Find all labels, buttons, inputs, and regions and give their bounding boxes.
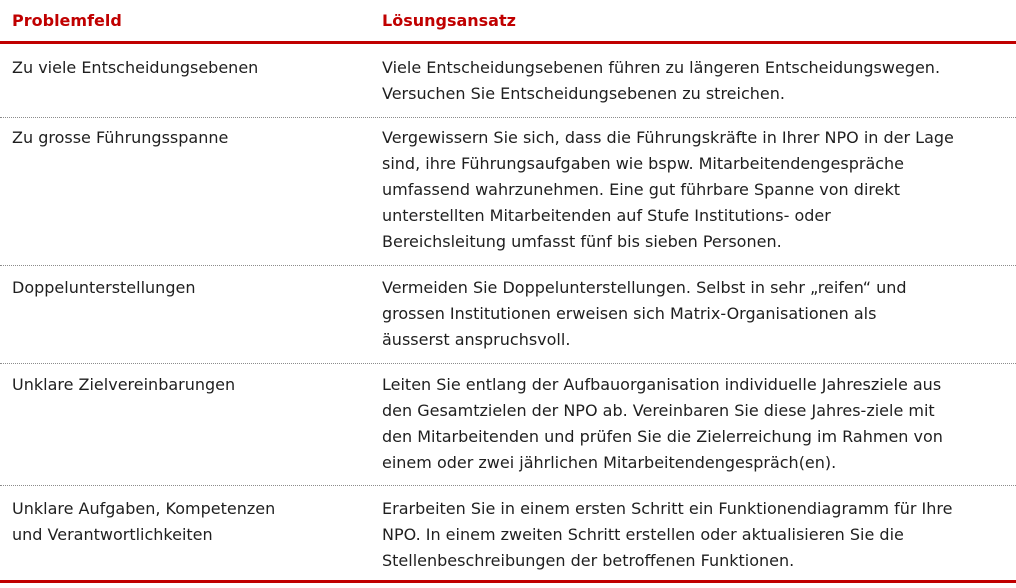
- problem-line: Zu grosse Führungsspanne: [12, 128, 229, 147]
- problem-line: Unklare Zielvereinbarungen: [12, 375, 236, 394]
- problem-line: und Verantwortlichkeiten: [12, 525, 213, 544]
- solution-line: NPO. In einem zweiten Schritt erstellen oder aktualisieren Sie die: [382, 525, 904, 544]
- problem-cell: [12, 275, 352, 301]
- solution-line: den Gesamtzielen der NPO ab. Vereinbaren Sie diese Jahres-ziele mit: [382, 401, 935, 420]
- solution-cell: [382, 275, 1008, 353]
- problem-cell: [12, 496, 352, 548]
- solution-line: Vermeiden Sie Doppelunterstellungen. Selbst in sehr „reifen“ und: [382, 278, 907, 297]
- row-separator: [0, 117, 1016, 118]
- solution-cell: [382, 372, 1008, 476]
- problem-line: Doppelunterstellungen: [12, 278, 196, 297]
- solution-line: äusserst anspruchsvoll.: [382, 330, 571, 349]
- solution-line: Bereichsleitung umfasst fünf bis sieben Personen.: [382, 232, 782, 251]
- solution-cell: [382, 125, 1008, 255]
- solution-line: einem oder zwei jährlichen Mitarbeitendengespräch(en).: [382, 453, 837, 472]
- solution-line: Vergewissern Sie sich, dass die Führungskräfte in Ihrer NPO in der Lage: [382, 128, 954, 147]
- row-separator: [0, 485, 1016, 486]
- solution-line: unterstellten Mitarbeitenden auf Stufe Institutions- oder: [382, 206, 831, 225]
- solution-line: umfassend wahrzunehmen. Eine gut führbare Spanne von direkt: [382, 180, 900, 199]
- table-bottom-rule: [0, 580, 1016, 583]
- row-separator: [0, 265, 1016, 266]
- solution-line: grossen Institutionen erweisen sich Matrix-Organisationen als: [382, 304, 877, 323]
- problem-cell: [12, 55, 352, 81]
- header-loesungsansatz: Lösungsansatz: [382, 11, 516, 30]
- table-header: [0, 0, 1016, 44]
- solution-line: sind, ihre Führungsaufgaben wie bspw. Mitarbeitendengespräche: [382, 154, 905, 173]
- solution-line: Versuchen Sie Entscheidungsebenen zu streichen.: [382, 84, 785, 103]
- solution-line: Erarbeiten Sie in einem ersten Schritt ein Funktionendiagramm für Ihre: [382, 499, 953, 518]
- problem-line: Unklare Aufgaben, Kompetenzen: [12, 499, 276, 518]
- solution-line: Viele Entscheidungsebenen führen zu längeren Entscheidungswegen.: [382, 58, 941, 77]
- solution-line: Stellenbeschreibungen der betroffenen Funktionen.: [382, 551, 795, 570]
- solution-cell: [382, 496, 1008, 574]
- solution-cell: [382, 55, 1008, 107]
- row-separator: [0, 363, 1016, 364]
- solution-line: den Mitarbeitenden und prüfen Sie die Zielerreichung im Rahmen von: [382, 427, 943, 446]
- problem-line: Zu viele Entscheidungsebenen: [12, 58, 259, 77]
- header-problemfeld: Problemfeld: [12, 11, 122, 30]
- solution-line: Leiten Sie entlang der Aufbauorganisation individuelle Jahresziele aus: [382, 375, 942, 394]
- header-rule: [0, 41, 1016, 44]
- problem-cell: [12, 372, 352, 398]
- problem-cell: [12, 125, 352, 151]
